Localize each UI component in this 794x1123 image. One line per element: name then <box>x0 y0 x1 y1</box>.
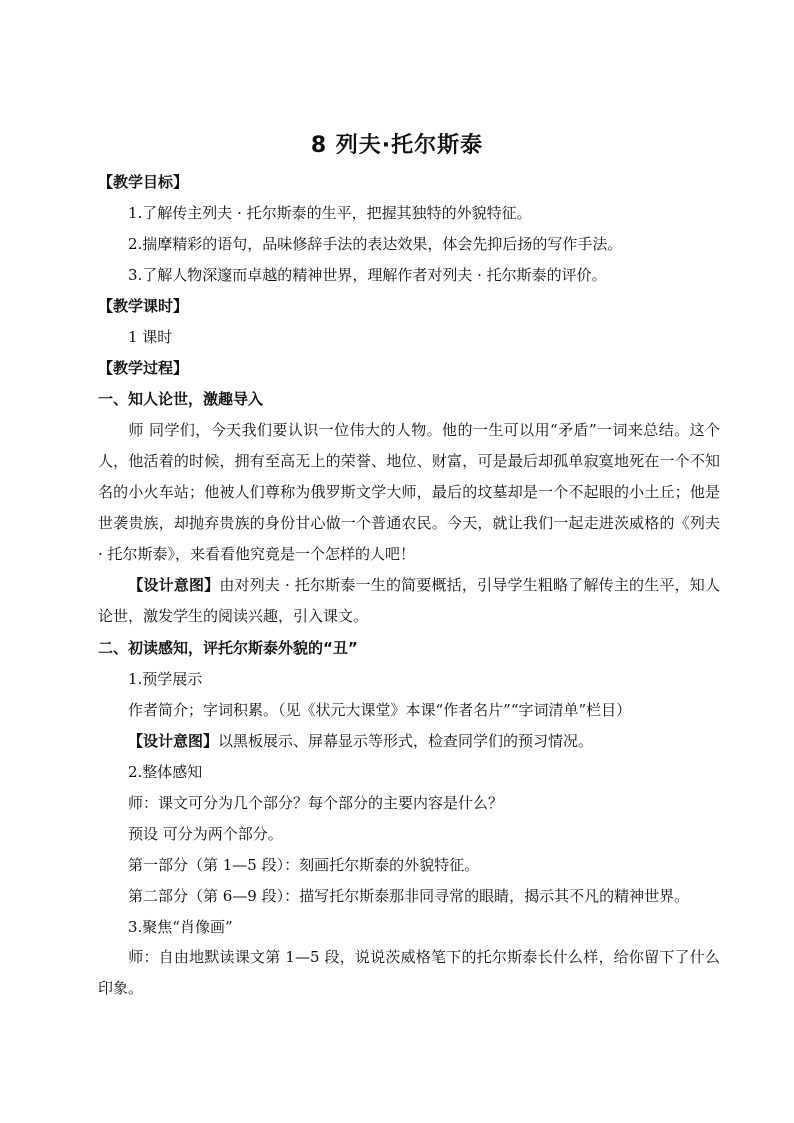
part2-item-1-text: 作者简介；字词积累。（见《状元大课堂》本课“作者名片”“字词清单”栏目） <box>128 701 632 719</box>
goal-2: 2.揣摩精彩的语句，品味修辞手法的表达效果，体会先抑后扬的写作手法。 <box>128 235 623 253</box>
part2-item-3-text: 师：自由地默读课文第 1—5 段，说说茨威格笔下的托尔斯泰长什么样，给你留下了什么印象。 <box>98 948 720 997</box>
goal-3: 3.了解人物深邃而卓越的精神世界，理解作者对列夫 · 托尔斯泰的评价。 <box>128 266 607 284</box>
goals-header: 【教学目标】 <box>98 173 189 191</box>
hours-header: 【教学课时】 <box>98 297 189 315</box>
document-title: 8 列夫·托尔斯泰 <box>310 133 484 158</box>
part2-item-3-paragraph <box>98 942 720 1004</box>
part1-paragraph-text: 师 同学们，今天我们要认识一位伟大的人物。他的一生可以用“矛盾”一词来总结。这个人，他活着的时候，拥有至高无上的荣誉、地位、财富，可是最后却孤单寂寞地死在一个不知名的小火车站；他被人们尊称为俄罗斯文学大师，最后的坟墓却是一个不起眼的小土丘；他是世袭贵族，却抛弃贵族的身份甘心做一个普通农民。今天，就让我们一起走进茨威格的《列夫 · 托尔斯泰》，来看看他究竟是一个怎样的人吧！ <box>98 421 720 563</box>
part2-item-2-part1: 第一部分（第 1—5 段）：刻画托尔斯泰的外貌特征。 <box>128 856 480 874</box>
part2-design-text: 以黑板展示、屏幕显示等形式，检查同学们的预习情况。 <box>218 732 594 750</box>
part2-design-paragraph <box>128 731 794 751</box>
hours-text: 1 课时 <box>128 328 173 346</box>
design-intent-tag: 【设计意图】 <box>128 576 220 594</box>
part2-item-2-question: 师：课文可分为几个部分？每个部分的主要内容是什么？ <box>128 794 504 812</box>
part1-design-paragraph <box>98 570 720 632</box>
part2-item-1: 1.预学展示 <box>128 670 203 688</box>
part1-design-text: 由对列夫 · 托尔斯泰一生的简要概括，引导学生粗略了解传主的生平，知人论世，激发学生的阅读兴趣，引入课文。 <box>98 576 720 625</box>
process-header: 【教学过程】 <box>98 359 189 377</box>
part2-item-2-part2: 第二部分（第 6—9 段）：描写托尔斯泰那非同寻常的眼睛，揭示其不凡的精神世界。 <box>128 887 690 905</box>
part1-paragraph <box>98 415 720 570</box>
part2-header: 二、初读感知，评托尔斯泰外貌的“丑” <box>98 639 358 657</box>
design-intent-tag: 【设计意图】 <box>128 732 219 750</box>
part2-item-2: 2.整体感知 <box>128 763 203 781</box>
goal-1: 1.了解传主列夫 · 托尔斯泰的生平，把握其独特的外貌特征。 <box>128 204 532 222</box>
part1-header: 一、知人论世，激趣导入 <box>98 390 264 408</box>
part2-item-3: 3.聚焦“肖像画” <box>128 918 233 936</box>
part2-item-2-answer: 预设 可分为两个部分。 <box>128 825 283 843</box>
